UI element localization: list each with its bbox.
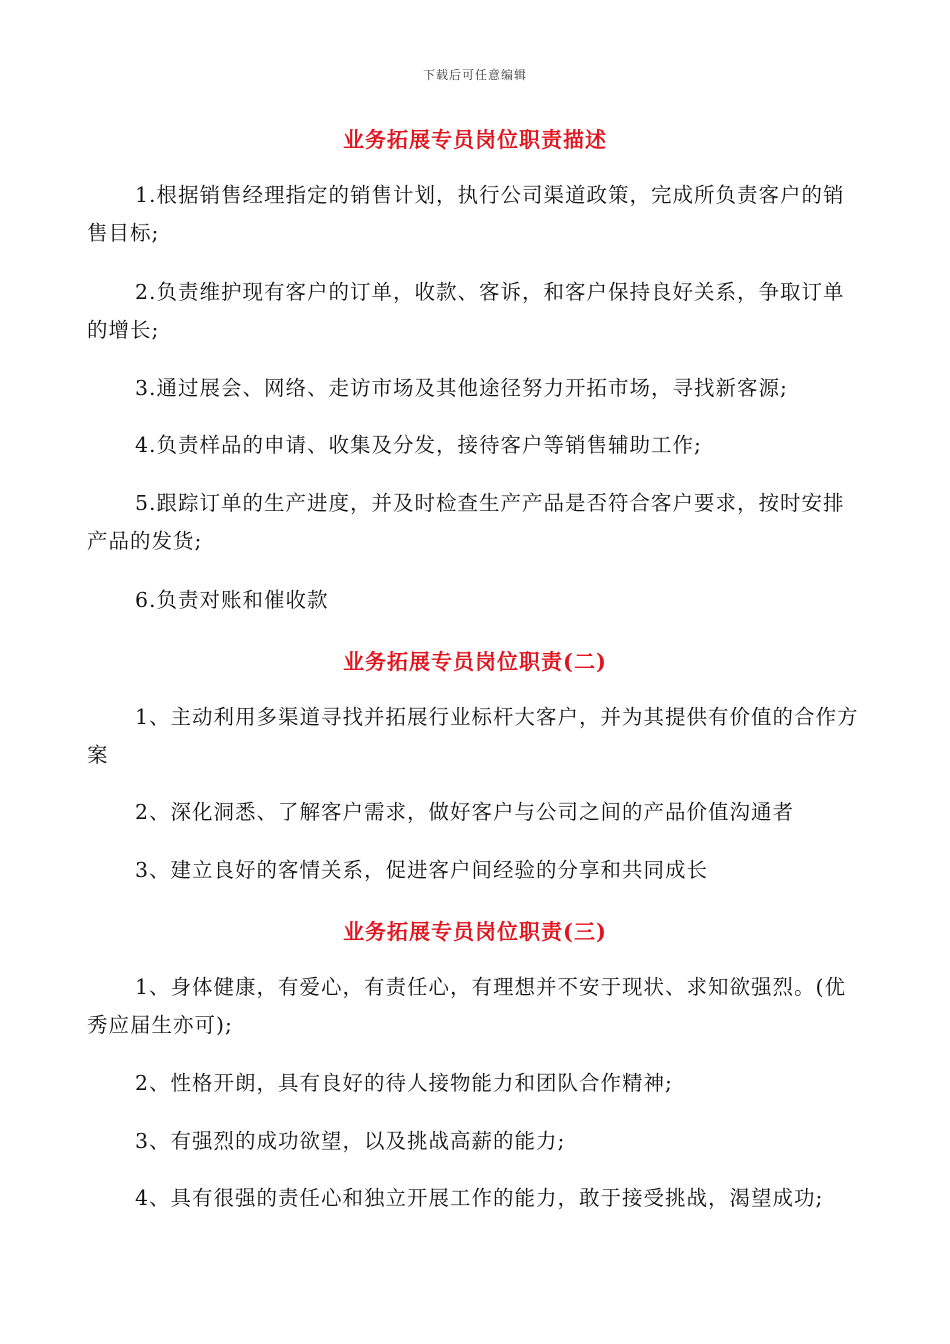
section-1-item-1: 1.根据销售经理指定的销售计划，执行公司渠道政策，完成所负责客户的销售目标; bbox=[87, 183, 845, 245]
section-3-item-1: 1、身体健康，有爱心，有责任心，有理想并不安于现状、求知欲强烈。(优秀应届生亦可); bbox=[87, 975, 847, 1037]
header-note: 下载后可任意编辑 bbox=[422, 68, 527, 82]
section-title-1: 业务拓展专员岗位职责描述 bbox=[343, 127, 607, 152]
section-1-item-5: 5.跟踪订单的生产进度，并及时检查生产产品是否符合客户要求，按时安排产品的发货; bbox=[87, 491, 845, 553]
section-3-item-3: 3、有强烈的成功欲望，以及挑战高薪的能力; bbox=[135, 1129, 566, 1153]
section-2-item-1: 1、主动利用多渠道寻找并拓展行业标杆大客户，并为其提供有价值的合作方案 bbox=[87, 705, 859, 767]
section-title-3: 业务拓展专员岗位职责(三) bbox=[343, 919, 607, 944]
section-1-item-2: 2.负责维护现有客户的订单，收款、客诉，和客户保持良好关系，争取订单的增长; bbox=[87, 280, 845, 342]
section-2-item-2: 2、深化洞悉、了解客户需求，做好客户与公司之间的产品价值沟通者 bbox=[135, 800, 795, 824]
section-3-item-2: 2、性格开朗，具有良好的待人接物能力和团队合作精神; bbox=[135, 1071, 673, 1095]
section-title-2: 业务拓展专员岗位职责(二) bbox=[343, 649, 607, 674]
section-1-item-6: 6.负责对账和催收款 bbox=[135, 588, 329, 612]
section-1-item-4: 4.负责样品的申请、收集及分发，接待客户等销售辅助工作; bbox=[135, 433, 702, 457]
section-1-item-3: 3.通过展会、网络、走访市场及其他途径努力开拓市场，寻找新客源; bbox=[135, 376, 788, 400]
section-3-item-4: 4、具有很强的责任心和独立开展工作的能力，敢于接受挑战，渴望成功; bbox=[135, 1186, 824, 1210]
section-2-item-3: 3、建立良好的客情关系，促进客户间经验的分享和共同成长 bbox=[135, 858, 709, 882]
